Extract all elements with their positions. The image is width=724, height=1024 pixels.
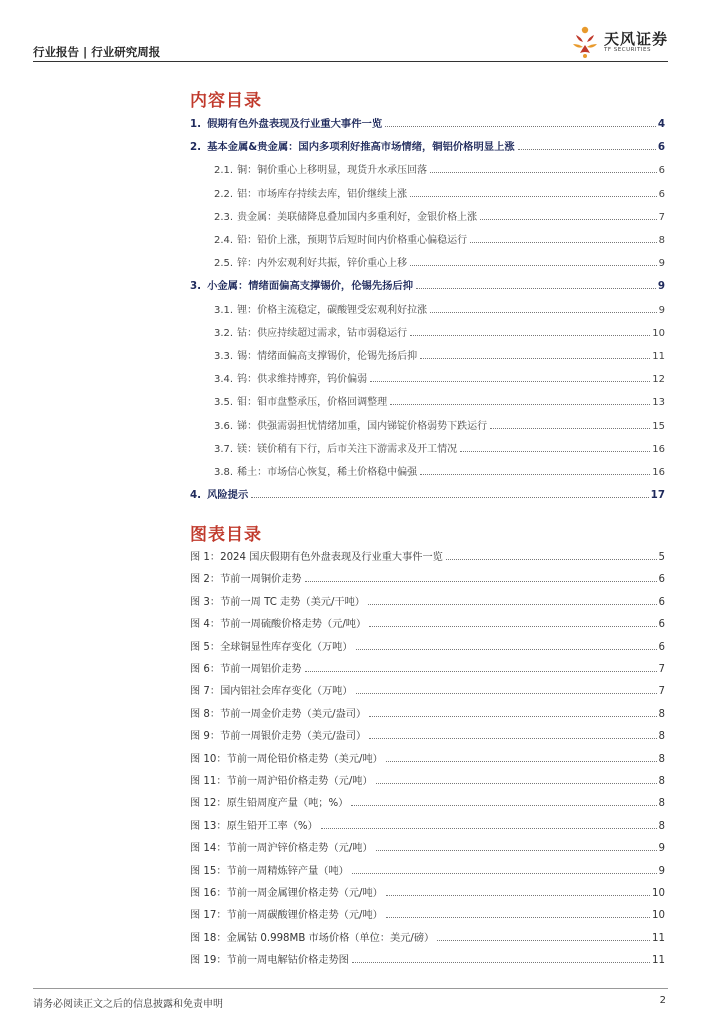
report-category: 行业报告 | 行业研究周报 [33, 45, 161, 59]
footer-disclaimer: 请务必阅读正文之后的信息披露和免责申明 [33, 999, 223, 1010]
figure-entry-text: 图 16：节前一周金属锂价格走势（元/吨） [190, 888, 383, 899]
toc-entry[interactable] [190, 182, 665, 200]
toc-entry-number: 3.1. [214, 304, 234, 316]
toc-entry-number: 3.5. [214, 397, 234, 409]
figure-entry-text: 图 6：节前一周铝价走势 [190, 664, 302, 675]
figure-entry[interactable] [190, 859, 665, 877]
toc-entry-text: 贵金属：美联储降息叠加国内多重利好，金银价格上涨 [237, 211, 478, 223]
figure-entry-leader [386, 761, 657, 762]
toc-entry-leader [518, 149, 656, 150]
toc-entry[interactable] [190, 251, 665, 269]
figure-entry-leader [446, 559, 657, 560]
figure-entry-page: 6 [658, 574, 665, 586]
figure-entry-text: 图 10：节前一周伦铅价格走势（美元/吨） [190, 753, 383, 765]
toc-entry-leader [370, 381, 650, 382]
toc-entry[interactable] [190, 414, 665, 432]
figure-entry-leader [356, 693, 657, 694]
figure-entry[interactable] [190, 567, 665, 585]
figure-entry-text: 图 11：节前一周沪铅价格走势（元/吨） [190, 776, 373, 787]
figure-entry-page: 8 [658, 708, 665, 720]
toc-entry-leader [410, 265, 657, 266]
figure-entry[interactable] [190, 814, 665, 832]
logo-name-cn: 天风证券 [603, 30, 668, 48]
toc-entry-leader [390, 404, 650, 405]
figure-entry-leader [437, 940, 650, 941]
toc-entry-text: 稀土：市场信心恢复，稀土价格稳中偏强 [237, 467, 418, 478]
toc-entry-leader [430, 312, 657, 313]
toc-entry-page: 13 [652, 397, 665, 409]
figure-entry-leader [321, 828, 657, 829]
toc-entry-page: 9 [657, 280, 665, 293]
logo-mark-icon [568, 25, 602, 59]
toc-entry-page: 11 [652, 351, 665, 362]
toc-entry[interactable] [190, 367, 665, 385]
toc-entry-page: 9 [658, 304, 665, 316]
figure-entry[interactable] [190, 791, 665, 809]
figure-entry-page: 6 [658, 619, 665, 631]
toc-entry-number: 4. [190, 489, 202, 502]
figure-entry-text: 图 8：节前一周金价走势（美元/盎司） [190, 708, 367, 720]
figure-entry-page: 11 [652, 955, 665, 967]
toc-entry-number: 2.5. [214, 258, 234, 270]
page-number: 2 [659, 995, 666, 1006]
figure-entry-text: 图 3：节前一周 TC 走势（美元/干吨） [190, 596, 365, 608]
figure-entry[interactable] [190, 836, 665, 854]
figure-entry-leader [352, 962, 650, 963]
figure-entry[interactable] [190, 612, 665, 630]
toc-entry-text: 基本金属&贵金属：国内多项利好推高市场情绪，铜铝价格明显上涨 [207, 141, 515, 154]
figure-entry-leader [305, 671, 657, 672]
toc-entry[interactable] [190, 460, 665, 478]
toc-entry-page: 16 [652, 443, 665, 455]
company-logo [568, 25, 668, 59]
figure-entry-text: 图 13：原生铅开工率（%） [190, 820, 318, 832]
figures-title: 图表目录 [190, 525, 262, 545]
figure-entry[interactable] [190, 948, 665, 966]
toc-entry[interactable] [190, 228, 665, 246]
figure-entry-leader [386, 917, 650, 918]
toc-entry-text: 钼：钼市盘整承压，价格回调整理 [237, 397, 388, 409]
figure-entry-page: 8 [658, 798, 665, 810]
toc-entry[interactable] [190, 321, 665, 339]
toc-entry-text: 假期有色外盘表现及行业重大事件一览 [207, 118, 383, 130]
toc-entry-leader [490, 428, 650, 429]
figure-entry-leader [352, 873, 657, 874]
figure-entry-text: 图 12：原生铅周度产量（吨；%） [190, 798, 349, 810]
figure-entry-leader [305, 581, 657, 582]
toc-entry-page: 8 [658, 235, 665, 246]
toc-entry-leader [385, 126, 656, 127]
toc-entry-number: 2.1. [214, 165, 234, 177]
toc-entry-leader [420, 474, 650, 475]
toc-entry-text: 铅：铅价上涨，预期节后短时间内价格重心偏稳运行 [237, 235, 468, 246]
figure-entry-text: 图 18：金属钴 0.998MB 市场价格（单位：美元/磅） [190, 932, 435, 944]
figure-entry-text: 图 2：节前一周铜价走势 [190, 574, 302, 586]
figure-entry-text: 图 17：节前一周碳酸锂价格走势（元/吨） [190, 910, 383, 922]
toc-entry-text: 锌：内外宏观利好共振，锌价重心上移 [237, 258, 408, 270]
toc-entry-number: 3.8. [214, 467, 234, 478]
toc-entry-leader [470, 242, 657, 243]
toc-entry-number: 2. [190, 141, 202, 154]
figure-entry-page: 8 [658, 776, 665, 787]
toc-entry-page: 7 [658, 211, 665, 223]
toc-entry-number: 3.4. [214, 374, 234, 386]
figure-entry-leader [369, 738, 656, 739]
figure-entry[interactable] [190, 590, 665, 608]
toc-entry-page: 9 [658, 258, 665, 270]
toc-entry[interactable] [190, 274, 665, 292]
figure-entry-leader [376, 850, 657, 851]
toc-entry-leader [460, 451, 650, 452]
figure-entry-page: 6 [658, 596, 665, 608]
toc-entry-text: 铜：铜价重心上移明显，现货升水承压回落 [237, 165, 428, 177]
toc-entry[interactable] [190, 205, 665, 223]
figure-entry[interactable] [190, 747, 665, 765]
toc-entry[interactable] [190, 135, 665, 153]
toc-entry[interactable] [190, 390, 665, 408]
toc-entry-leader [430, 172, 657, 173]
toc-entry-text: 风险提示 [207, 489, 249, 502]
toc-entry[interactable] [190, 298, 665, 316]
toc-entry-page: 16 [652, 467, 665, 478]
toc-title: 内容目录 [190, 91, 262, 111]
figure-entry[interactable] [190, 724, 665, 742]
toc-entry-number: 2.3. [214, 211, 234, 223]
toc-entry-page: 12 [652, 374, 665, 386]
figure-entry[interactable] [190, 926, 665, 944]
figure-entry[interactable] [190, 903, 665, 921]
toc-entry-text: 锂：价格主流稳定，碳酸锂受宏观利好拉涨 [237, 304, 428, 316]
toc-entry-leader [416, 288, 656, 289]
figure-entry-page: 9 [658, 843, 665, 855]
toc-entry-number: 2.2. [214, 188, 234, 200]
figure-entry-text: 图 7：国内铝社会库存变化（万吨） [190, 686, 353, 698]
toc-entry-number: 3.7. [214, 443, 234, 455]
toc-entry-leader [410, 196, 657, 197]
figure-entry-text: 图 4：节前一周硫酸价格走势（元/吨） [190, 619, 367, 631]
figure-entry-leader [368, 604, 657, 605]
toc-entry-leader [480, 219, 657, 220]
toc-entry-page: 4 [657, 118, 665, 130]
figure-entry-leader [369, 626, 656, 627]
figure-entry-page: 7 [658, 686, 665, 698]
figure-entry-page: 7 [658, 664, 665, 675]
toc-entry-leader [251, 497, 648, 498]
toc-entry-number: 2.4. [214, 235, 234, 246]
toc-entry-number: 3. [190, 280, 202, 293]
figure-entry-page: 8 [658, 731, 665, 743]
figure-entry-page: 5 [658, 552, 665, 563]
figure-entry-text: 图 9：节前一周银价走势（美元/盎司） [190, 731, 367, 743]
toc-entry-text: 锑：供强需弱担忧情绪加重，国内锑锭价格弱势下跌运行 [237, 420, 488, 432]
toc-entry[interactable] [190, 112, 665, 130]
figure-entry-page: 8 [658, 820, 665, 832]
toc-entry-page: 6 [658, 165, 665, 177]
toc-entry-text: 镁：镁价稍有下行，后市关注下游需求及开工情况 [237, 443, 458, 455]
toc-entry[interactable] [190, 344, 665, 362]
figure-entry[interactable] [190, 657, 665, 675]
figure-entry-page: 10 [652, 910, 665, 922]
toc-entry-text: 小金属：情绪面偏高支撑锡价，伦锡先扬后抑 [207, 280, 414, 293]
toc-entry-page: 15 [652, 420, 665, 432]
toc-entry-number: 3.2. [214, 327, 234, 339]
figure-entry-page: 9 [658, 865, 665, 877]
figure-entry-text: 图 15：节前一周精炼锌产量（吨） [190, 865, 349, 877]
toc-entry-text: 铝：市场库存持续去库，铝价继续上涨 [237, 188, 408, 200]
figure-entry[interactable] [190, 635, 665, 653]
toc-entry-number: 1. [190, 118, 202, 130]
figure-entry-text: 图 19：节前一周电解钴价格走势图 [190, 955, 349, 967]
figure-entry[interactable] [190, 881, 665, 899]
toc-entry-number: 3.3. [214, 351, 234, 362]
figure-entry-leader [369, 716, 656, 717]
footer-divider [33, 988, 668, 989]
toc-entry-text: 钴：供应持续超过需求，钴市弱稳运行 [237, 327, 408, 339]
toc-entry-text: 钨：供求维持博弈，钨价偏弱 [237, 374, 368, 386]
toc-entry-page: 6 [657, 141, 665, 154]
figure-entry-leader [356, 649, 657, 650]
header-divider [33, 61, 668, 62]
figure-entry[interactable] [190, 702, 665, 720]
figure-entry-text: 图 1：2024 国庆假期有色外盘表现及行业重大事件一览 [190, 552, 443, 563]
figure-entry-text: 图 14：节前一周沪锌价格走势（元/吨） [190, 843, 373, 855]
figure-entry[interactable] [190, 769, 665, 787]
toc-entry-text: 锡：情绪面偏高支撑锡价，伦锡先扬后抑 [237, 351, 418, 362]
figure-entry-leader [386, 895, 650, 896]
toc-entry-page: 10 [652, 327, 665, 339]
figure-entry[interactable] [190, 679, 665, 697]
toc-entry-page: 6 [658, 188, 665, 200]
toc-entry-number: 3.6. [214, 420, 234, 432]
figure-entry-page: 11 [652, 932, 665, 944]
toc-entry-page: 17 [650, 489, 665, 502]
toc-entry[interactable] [190, 158, 665, 176]
figure-entry-leader [376, 783, 657, 784]
toc-entry[interactable] [190, 483, 665, 501]
toc-entry-leader [410, 335, 650, 336]
logo-name-en: TF SECURITIES [603, 47, 651, 53]
figure-entry-page: 6 [658, 641, 665, 653]
toc-entry[interactable] [190, 437, 665, 455]
figure-entry-page: 10 [652, 888, 665, 899]
figure-entry-page: 8 [658, 753, 665, 765]
figure-entry-text: 图 5：全球铜显性库存变化（万吨） [190, 641, 353, 653]
figure-entry-leader [351, 805, 656, 806]
figure-entry[interactable] [190, 545, 665, 563]
toc-entry-leader [420, 358, 650, 359]
